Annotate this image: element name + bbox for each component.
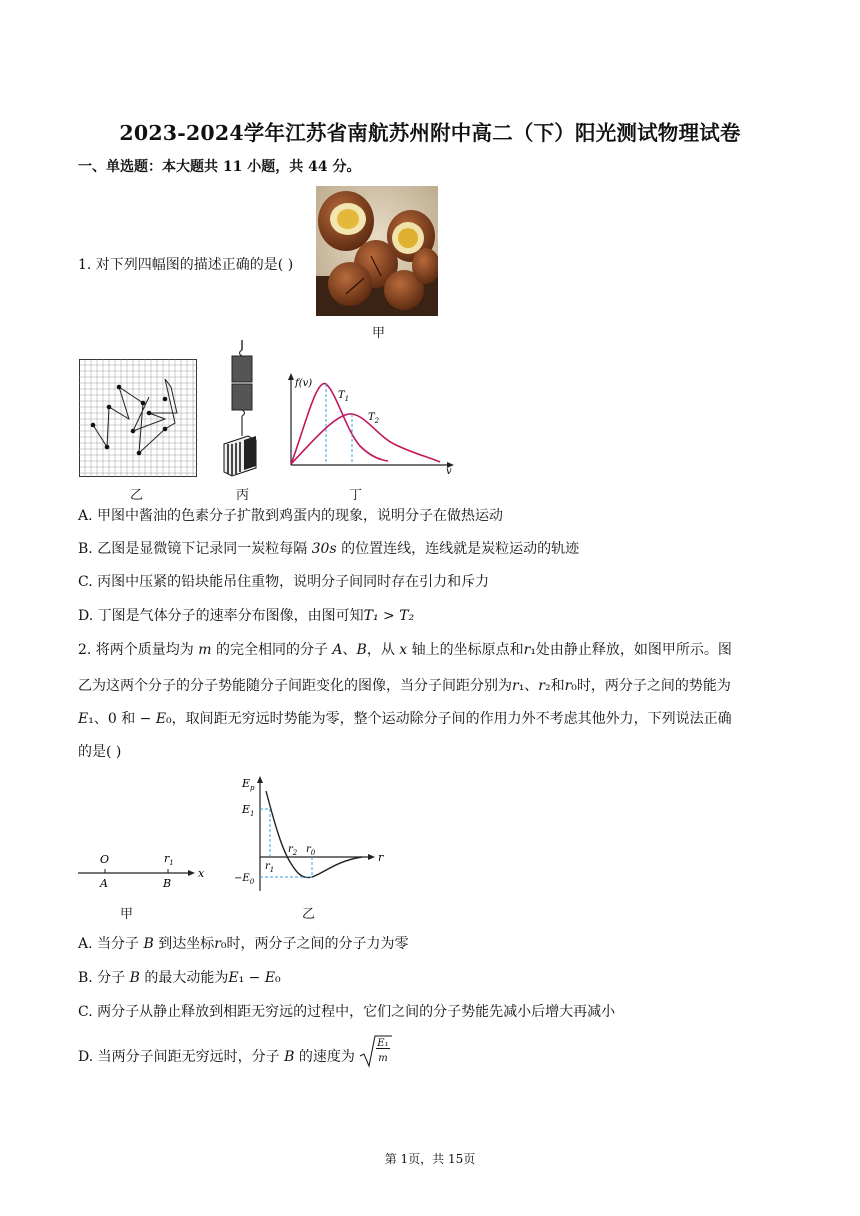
question-2-line-3: 𝐸₁、0 和 − 𝐸₀，取间距无穷远时势能为零，整个运动除分子间的作用力外不考虑其他外力，下列说法正确: [78, 711, 732, 727]
q2-e1-label: $E_1$: [242, 803, 255, 818]
q2-molecule-b-label: B: [163, 877, 172, 890]
figure-jia-eggs-photo: [316, 186, 438, 316]
q2-molecule-a-label: A: [100, 877, 108, 890]
q2-r1-axis-label: $r_1$: [265, 861, 275, 874]
ding-ylabel: f(v): [295, 378, 313, 389]
q2-origin-label: O: [100, 853, 110, 866]
figure-bing-lead-blocks: [218, 340, 266, 480]
section-heading: 一、单选题：本大题共 11 小题，共 44 分。: [78, 159, 361, 175]
ding-xlabel: v: [446, 466, 452, 476]
q2-r2-label: $r_2$: [288, 844, 298, 857]
q2-option-d: D. 当两分子间距无穷远时，分子 𝐵 的速度为 $\frac{\text{E₁}}{m}$: [78, 1042, 393, 1072]
q1-option-b: B. 乙图是显微镜下记录同一炭粒每隔 30s 的位置连线，连线就是炭粒运动的轨迹: [78, 541, 580, 557]
q1-option-a: A. 甲图中酱油的色素分子扩散到鸡蛋内的现象，说明分子在做热运动: [78, 508, 504, 524]
q2-e0-label: $-E_0$: [234, 873, 255, 886]
q2-ep-label: $E_p$: [242, 777, 255, 792]
figure-yi-brownian-grid: [79, 359, 197, 477]
ding-t2-label: $T_2$: [368, 412, 380, 425]
q2-option-a: A. 当分子 𝐵 到达坐标𝑟₀时，两分子之间的分子力为零: [78, 936, 409, 952]
q2-option-c: C. 两分子从静止释放到相距无穷远的过程中，它们之间的分子势能先减小后增大再减小: [78, 1004, 616, 1020]
q2-option-b: B. 分子 𝐵 的最大动能为𝐸₁ − 𝐸₀: [78, 970, 281, 986]
q1-option-c: C. 丙图中压紧的铅块能吊住重物，说明分子间同时存在引力和斥力: [78, 574, 490, 590]
q2-r1-label: $r_1$: [164, 852, 174, 867]
q2-figure-jia-label: 甲: [120, 907, 134, 922]
q2-figure-jia-axis: [78, 845, 208, 891]
figure-ding-label: 丁: [349, 488, 363, 503]
question-2-line-1: 2. 将两个质量均为 𝑚 的完全相同的分子 𝐴、𝐵，从 𝑥 轴上的坐标原点和𝑟₁处由静止释放，如图甲所示。图: [78, 642, 732, 658]
question-2-line-4: 的是( ): [78, 744, 122, 760]
question-2-line-2: 乙为这两个分子的分子势能随分子间距变化的图像，当分子间距分别为𝑟₁、𝑟₂和𝑟₀时，两分子之间的势能为: [78, 678, 731, 694]
sqrt-expression: $\frac{\text{E₁}}{m}$: [359, 1042, 393, 1072]
q2-figure-yi-label: 乙: [302, 907, 316, 922]
page-title: 2023-2024学年江苏省南航苏州附中高二（下）阳光测试物理试卷: [119, 121, 741, 145]
question-1-stem: 1. 对下列四幅图的描述正确的是( ): [78, 257, 294, 273]
q1-option-d: D. 丁图是气体分子的速率分布图像，由图可知T₁ > T₂: [78, 608, 415, 624]
page-footer: 第 1页，共 15页: [384, 1152, 476, 1166]
q2-x-axis-label: x: [198, 867, 205, 880]
figure-bing-label: 丙: [236, 488, 250, 503]
q2-r-axis-label: r: [378, 851, 384, 864]
q2-figure-yi-potential-curve: [232, 773, 392, 897]
figure-ding-speed-distribution: [282, 370, 458, 476]
figure-jia-label: 甲: [372, 326, 386, 341]
figure-yi-label: 乙: [130, 488, 144, 503]
ding-t1-label: $T_1$: [338, 390, 350, 403]
q2-r0-label: $r_0$: [306, 844, 316, 857]
